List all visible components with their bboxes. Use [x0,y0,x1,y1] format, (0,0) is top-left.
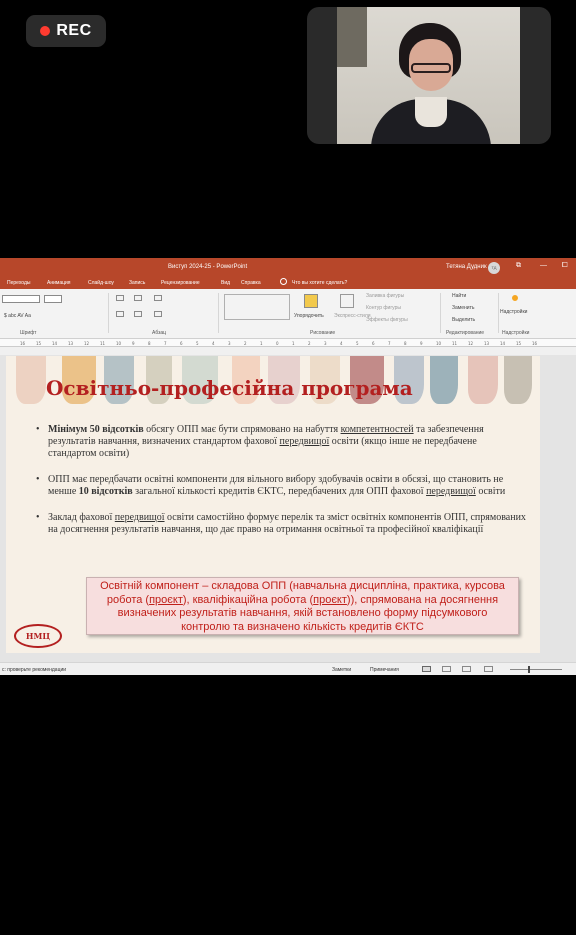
ruler-tick: 2 [244,341,247,346]
group-drawing: Рисование [310,330,336,336]
definition-line: визначених результатів навчання, якій встановлено форму підсумкового [117,607,488,619]
addins-button[interactable]: Надстройки [500,309,528,315]
recording-label: REC [56,22,92,39]
ruler-tick: 10 [116,341,122,346]
slide-editor [0,355,576,662]
tab-help[interactable]: Справка [241,280,261,286]
ruler-tick: 4 [212,341,215,346]
ruler-tick: 5 [196,341,199,346]
decor-brush [468,356,498,404]
restore-icon[interactable]: ⧉ [516,262,521,269]
arrange-button[interactable]: Упорядочить [294,313,324,319]
shapes-gallery[interactable] [224,294,290,320]
ribbon-tabs [0,276,576,289]
minimize-icon[interactable]: — [540,262,547,269]
ruler-tick: 11 [100,341,106,346]
slideshow-icon[interactable] [484,666,493,672]
bold-button[interactable]: $ abc AV Aa [4,313,31,319]
definition-text: )), спрямована на досягнення [346,593,499,606]
slide-body[interactable] [36,424,526,550]
ruler-tick: 8 [148,341,151,346]
comments-button[interactable]: Примечания [370,667,399,673]
group-editing: Редактирование [446,330,485,336]
recording-indicator [26,15,106,47]
quick-styles-button[interactable]: Экспресс-стили [334,313,371,319]
bullet-text: освіти (якщо інше не передбачене стандартом освіти) [48,436,477,459]
ruler-tick: 4 [340,341,343,346]
ruler-tick: 13 [68,341,74,346]
quick-styles-icon[interactable] [340,294,354,308]
ruler-tick: 9 [420,341,423,346]
group-paragraph: Абзац [152,330,167,336]
ribbon-separator [440,293,441,333]
ruler-tick: 14 [500,341,506,346]
lightbulb-icon [280,278,287,285]
ruler-tick: 3 [228,341,231,346]
ribbon [0,289,576,339]
font-size-dropdown[interactable] [44,295,62,303]
user-name[interactable]: Тетяна Дудник [446,264,487,270]
reading-view-icon[interactable] [462,666,471,672]
ribbon-separator [218,293,219,333]
spellcheck-word: передвищої [426,486,476,497]
tell-me-input[interactable]: Что вы хотите сделать? [292,280,348,286]
background-picture [337,7,367,67]
ruler-tick: 16 [20,341,26,346]
shape-fill-button[interactable]: Заливка фигуры [366,293,405,299]
group-addins: Надстройки [502,330,530,336]
list-item [36,424,526,460]
ruler-tick: 13 [484,341,490,346]
status-bar [0,662,576,675]
definition-box[interactable] [86,577,519,635]
definition-text: робота ( [106,593,150,606]
ribbon-separator [108,293,109,333]
select-button[interactable]: Выделить [452,317,476,323]
list-item [36,512,526,536]
ruler-tick: 10 [436,341,442,346]
group-font: Шрифт [20,330,37,336]
tab-record[interactable]: Запись [129,280,146,286]
align-right-icon[interactable] [154,311,162,317]
spellcheck-word: передвищої [114,512,165,523]
ruler-tick: 12 [84,341,90,346]
ruler-tick: 14 [52,341,58,346]
decor-brush [504,356,532,404]
ruler-tick: 7 [388,341,391,346]
tab-transitions[interactable]: Переходы [7,280,31,286]
video-feed [337,7,520,144]
ruler-tick: 6 [180,341,183,346]
ruler-tick: 9 [132,341,135,346]
bullet-text: освіти самостійно формує перелік та зміст освітніх компонентів ОПП, спрямованих на досягнення результатів навчання, що дає право на отримання освітньої та професійної кваліфікації [48,512,526,535]
spellcheck-word: проєкт [149,593,183,606]
arrange-icon[interactable] [304,294,318,308]
ruler-tick: 1 [260,341,263,346]
bullet-text: та забезпечення результатів навчання, визначених стандартом фахової [48,424,484,447]
ruler-tick: 8 [404,341,407,346]
ruler-tick: 3 [324,341,327,346]
tab-animation[interactable]: Анимация [47,280,71,286]
definition-line [87,594,518,608]
bullets-icon[interactable] [116,295,124,301]
title-bar [0,258,576,276]
spellcheck-word: проєкт [313,593,347,606]
font-name-dropdown[interactable] [2,295,40,303]
indent-icon[interactable] [154,295,162,301]
find-button[interactable]: Найти [452,293,467,299]
definition-text: ), кваліфікаційна робота ( [182,593,314,606]
ribbon-separator [498,293,499,333]
ruler-tick: 16 [532,341,538,346]
bullet-text: освіти [475,486,506,497]
bullet-bold-text: 10 відсотків [78,486,133,497]
zoom-slider[interactable] [510,669,562,670]
shape-effects-button[interactable]: Эффекты фигуры [366,317,408,323]
powerpoint-window [0,258,576,675]
person-collar [415,97,447,127]
ruler [0,339,576,347]
bullet-text: ОПП має передбачати освітні компоненти для вільного вибору здобувачів освіти в обсязі, що становить не менше [48,474,504,497]
maximize-icon[interactable]: ⧠ [562,262,568,269]
ruler-tick: 6 [372,341,375,346]
ruler-tick: 11 [452,341,458,346]
decor-brush [16,356,46,404]
align-left-icon[interactable] [116,311,124,317]
slide-title[interactable]: Освітньо-професійна програма [46,376,413,400]
numbering-icon[interactable] [134,295,142,301]
normal-view-icon[interactable] [422,666,431,672]
window-title: Виступ 2024-25 - PowerPoint [168,264,248,270]
slide[interactable] [6,356,540,653]
avatar[interactable]: ТД [488,262,500,274]
ruler-tick: 1 [292,341,295,346]
bullet-bold-text: Мінімум 50 відсотків [48,424,144,435]
spellcheck-word: передвищої [279,436,330,447]
tab-review[interactable]: Рецензирование [161,280,200,286]
bullet-text: Заклад фахової [48,512,115,523]
glasses-icon [411,63,451,73]
zoom-slider-thumb[interactable] [528,666,530,673]
participant-video[interactable] [307,7,551,144]
align-center-icon[interactable] [134,311,142,317]
replace-button[interactable]: Заменить [452,305,475,311]
slide-sorter-icon[interactable] [442,666,451,672]
addins-icon[interactable] [512,295,518,301]
ruler-tick: 7 [164,341,167,346]
definition-line: контролю та визначено кількість кредитів ЄКТС [181,620,424,633]
notes-button[interactable]: Заметки [332,667,352,673]
nmc-logo: НМЦ [14,624,62,648]
record-dot-icon [40,26,50,36]
spellcheck-word: компетентностей [340,424,414,435]
list-item [36,474,526,498]
ruler-tick: 5 [356,341,359,346]
tab-slideshow[interactable]: Слайд-шоу [88,280,114,286]
ruler-tick: 15 [36,341,42,346]
decor-brush [430,356,458,404]
ruler-tick: 0 [276,341,279,346]
ruler-tick: 12 [468,341,474,346]
shape-outline-button[interactable]: Контур фигуры [366,305,401,311]
accessibility-status[interactable]: с: проверьте рекомендации [2,667,67,673]
bullet-text: загальної кількості кредитів ЄКТС, передбачених для ОПП фахової [132,486,427,497]
ruler-tick: 2 [308,341,311,346]
ruler-tick: 15 [516,341,522,346]
bullet-text: обсягу ОПП має бути спрямовано на набуття [143,424,341,435]
tab-view[interactable]: Вид [221,280,231,286]
definition-line: Освітній компонент – складова ОПП (навчальна дисципліна, практика, курсова [100,580,505,592]
